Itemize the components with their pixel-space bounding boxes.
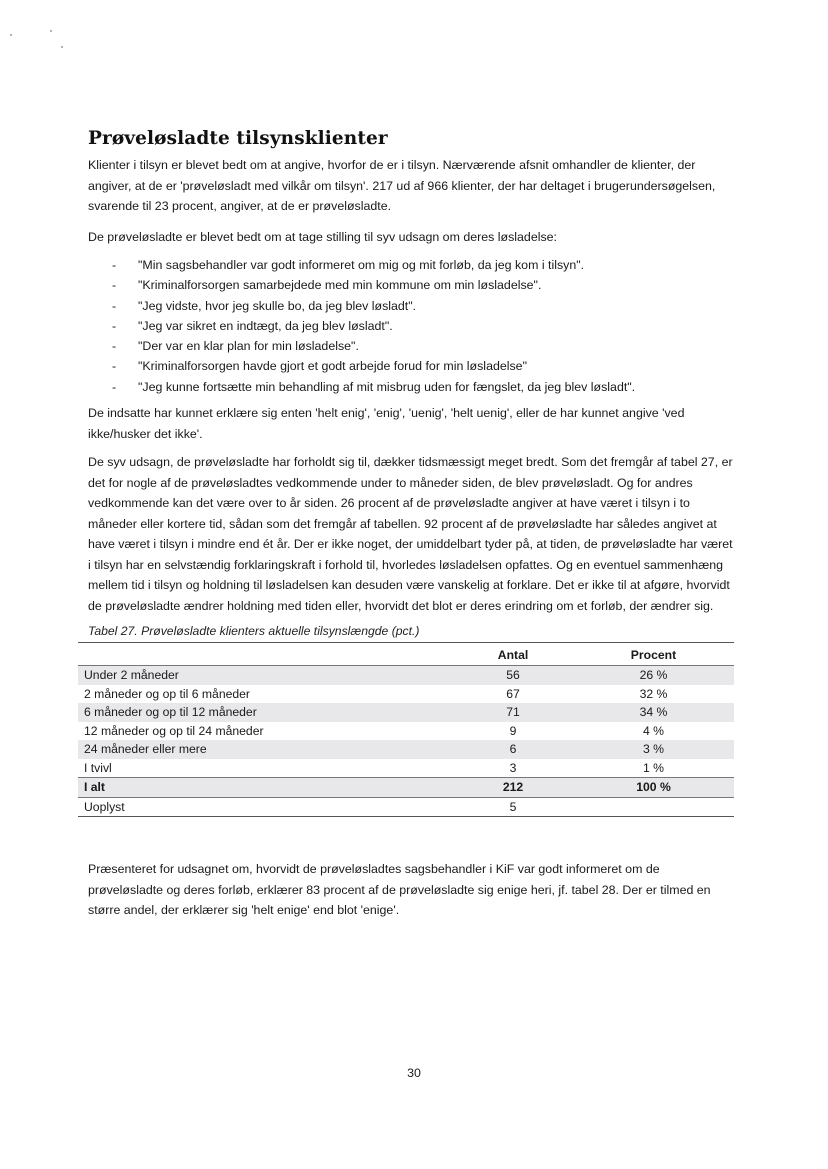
table-caption: Tabel 27. Prøveløsladte klienters aktuelle tilsynslængde (pct.) [88,624,420,639]
page-content [84,128,734,929]
intro-paragraph: Klienter i tilsyn er blevet bedt om at angive, hvorfor de er i tilsyn. Nærværende afsnit omhandler de klienter, der angiver, at de er 'prøveløsladt med vilkår om tilsyn'. 217 ud af 966 klienter, der har deltaget i brugerundersøgelsen, svarende til 23 procent, angiver, at de er prøveløsladte. [88,158,716,213]
statement-item: - "Jeg kunne fortsætte min behandling af mit misbrug uden for fængslet, da jeg blev løsladt". [112,379,636,394]
scan-speck [50,30,52,32]
table-row: I tvivl 3 1 % [84,760,664,775]
table-row: 6 måneder og op til 12 måneder 71 34 % [78,703,734,722]
statement-item: - "Jeg vidste, hvor jeg skulle bo, da jeg blev løsladt". [112,298,417,313]
statement-item: - "Kriminalforsorgen havde gjort et godt arbejde forud for min løsladelse" [112,359,527,374]
page-number: 30 [407,1066,421,1080]
table-unknown-row: Uoplyst 5 [78,797,734,817]
supervision-length-table [78,642,734,817]
scan-speck [61,46,63,48]
table-row: 2 måneder og op til 6 måneder 67 32 % [84,686,668,701]
table-total-row: I alt 212 100 % [78,778,734,798]
table-row: Under 2 måneder 56 26 % [78,666,734,685]
statement-list [88,255,734,397]
analysis-paragraph: De syv udsagn, de prøveløsladte har forholdt sig til, dækker tidsmæssigt meget bredt. Som det fremgår af tabel 27, er det for nogle af de prøveløsladtes vedkommende under to måneder siden, de blev prøveløsladt. Og for andres vedkommende kan det være over to år siden. 26 procent af de prøveløsladte angiver at have været i tilsyn i to måneder eller kortere tid, sådan som det fremgår af tabellen. 92 procent af de prøveløsladte har således angivet at have været i tilsyn i mindre end ét år. Der er ikke noget, der umiddelbart tyder på, at tiden, de prøveløsladte har været i tilsyn har en selvstændig forklaringskraft i forhold til, hvorledes løsladelsen opfattes. Og en eventuel sammenhæng mellem tid i tilsyn og holdning til løsladelsen kan desuden være vanskelig at forklare. Det er ikke til at afgøre, hvorvidt de prøveløsladte ændrer holdning med tiden eller, hvorvidt det blot er deres erindring om et forløb, der ændrer sig. [88,455,733,613]
table-header-procent: Procent [573,643,734,666]
statement-item: - "Jeg var sikret en indtægt, da jeg blev løsladt". [112,318,393,333]
statement-item: - "Min sagsbehandler var godt informeret om mig og mit forløb, da jeg kom i tilsyn". [112,258,585,272]
table-row: 24 måneder eller mere 6 3 % [78,740,734,759]
answer-options-paragraph: De indsatte har kunnet erklære sig enten 'helt enig', 'enig', 'uenig', 'helt uenig', eller de har kunnet angive 'ved ikke/husker det ikke'. [88,406,685,441]
statement-item: - "Der var en klar plan for min løsladelse". [112,339,359,354]
table-header-antal: Antal [453,643,573,666]
section-heading: Prøveløsladte tilsynsklienter [88,128,388,149]
after-table-paragraph: Præsenteret for udsagnet om, hvorvidt de prøveløsladtes sagsbehandler i KiF var godt informeret om de prøveløsladte og deres forløb, erklærer 83 procent af de prøveløsladte sig enige heri, jf. tabel 28. Der er tilmed en større andel, der erklærer sig 'helt enige' end blot 'enige'. [88,862,711,918]
table-header-label [78,643,453,666]
table-row: 12 måneder og op til 24 måneder 9 4 % [84,723,664,738]
statement-item: - "Kriminalforsorgen samarbejdede med min kommune om min løsladelse". [112,278,542,293]
scan-speck [10,34,12,36]
table-header-row [78,643,734,666]
statements-intro-paragraph: De prøveløsladte er blevet bedt om at tage stilling til syv udsagn om deres løsladelse: [88,229,557,244]
